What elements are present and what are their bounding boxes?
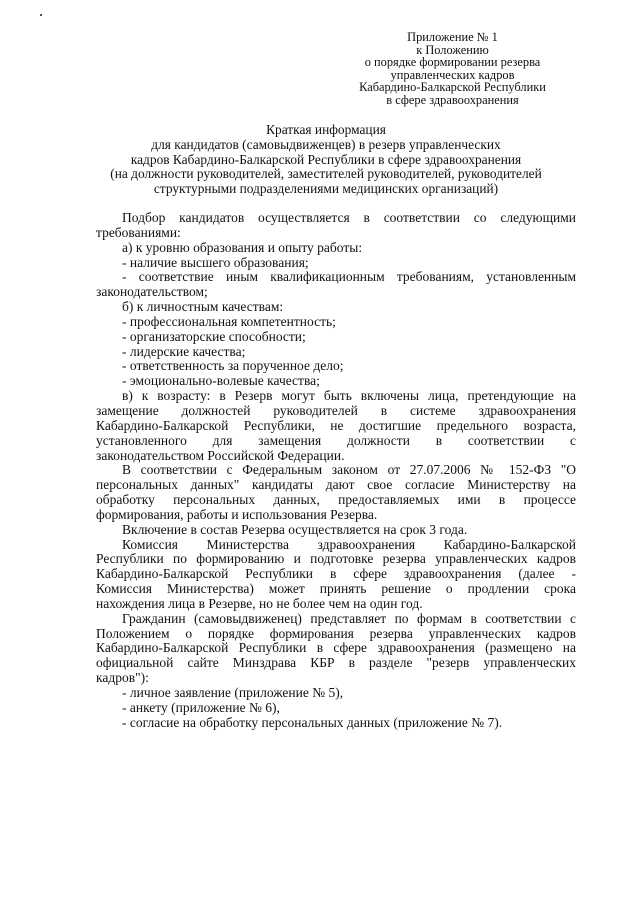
annex-line: Приложение № 1 bbox=[407, 30, 498, 44]
body-line: Кабардино-Балкарской Республики в сфере здравоохранения (размещено на bbox=[96, 640, 576, 656]
body-line: - соответствие иным квалификационным требованиям, установленным bbox=[122, 269, 576, 285]
document-body bbox=[96, 211, 576, 731]
annex-line: Кабардино-Балкарской Республики bbox=[359, 80, 546, 95]
body-line: В соответствии с Федеральным законом от 27.07.2006 № 152-ФЗ "О bbox=[122, 462, 576, 478]
title-line: Краткая информация bbox=[266, 122, 386, 137]
body-line: нахождения лица в Резерве, но не более чем на один год. bbox=[96, 595, 423, 611]
body-line: - личное заявление (приложение № 5), bbox=[122, 685, 344, 700]
title-line: структурными подразделениями медицинских организаций) bbox=[153, 181, 499, 197]
body-line: - профессиональная компетентность; bbox=[122, 313, 336, 329]
body-line: - анкету (приложение № 6), bbox=[122, 699, 280, 715]
body-line: Положением о порядке формирования резерва управленческих кадров bbox=[96, 625, 576, 641]
body-line: Комиссия Министерства здравоохранения Кабардино-Балкарской bbox=[122, 536, 576, 552]
body-line: официальной сайте Минздрава КБР в разделе "резерв управленческих bbox=[96, 655, 576, 671]
body-line: Кабардино-Балкарской Республики в сфере здравоохранения (далее - bbox=[96, 566, 576, 582]
body-line: - организаторские способности; bbox=[122, 328, 306, 344]
body-line: - наличие высшего образования; bbox=[122, 254, 309, 270]
title-line: для кандидатов (самовыдвиженцев) в резерв управленческих bbox=[151, 136, 501, 152]
body-line: Комиссия Министерства) может принять решение о продлении срока bbox=[96, 581, 576, 597]
body-line: замещение должностей руководителей в системе здравоохранения bbox=[96, 402, 576, 418]
annex-header bbox=[330, 31, 575, 107]
body-line: установленного для замещения должности в соответствии с bbox=[96, 432, 576, 448]
body-line: законодательством Российской Федерации. bbox=[96, 447, 345, 463]
body-line: Подбор кандидатов осуществляется в соответствии со следующими bbox=[122, 210, 576, 225]
body-line: - ответственность за порученное дело; bbox=[122, 358, 344, 374]
body-line: Гражданин (самовыдвиженец) представляет по формам в соответствии с bbox=[122, 610, 576, 626]
body-line: б) к личностным качествам: bbox=[122, 299, 284, 315]
body-line: законодательством; bbox=[96, 284, 208, 300]
body-line: а) к уровню образования и опыту работы: bbox=[122, 239, 363, 255]
body-line: формирования, работы и использования Резерва. bbox=[96, 506, 378, 522]
scan-speck bbox=[40, 14, 42, 16]
body-line: требованиями: bbox=[96, 224, 181, 240]
title-line: (на должности руководителей, заместителей руководителей, руководителей bbox=[110, 166, 542, 182]
body-line: персональных данных" кандидаты дают свое согласие Министерству на bbox=[96, 477, 576, 493]
body-line: Включение в состав Резерва осуществляется на срок 3 года. bbox=[122, 521, 468, 537]
title-line: кадров Кабардино-Балкарской Республики в сфере здравоохранения bbox=[130, 151, 522, 167]
annex-line: в сфере здравоохранения bbox=[386, 92, 519, 107]
annex-line: к Положению bbox=[416, 42, 489, 57]
document-title bbox=[40, 123, 612, 197]
annex-line: о порядке формировании резерва bbox=[364, 55, 541, 70]
body-line: - согласие на обработку персональных данных (приложение № 7). bbox=[122, 714, 503, 730]
body-line: Республики по формированию и подготовке резерва управленческих кадров bbox=[96, 551, 576, 567]
body-line: - эмоционально-волевые качества; bbox=[122, 373, 320, 389]
body-line: кадров"): bbox=[96, 670, 149, 686]
body-line: обработку персональных данных, предоставляемых ими в процессе bbox=[96, 492, 576, 508]
body-line: - лидерские качества; bbox=[122, 343, 246, 359]
annex-line: управленческих кадров bbox=[390, 67, 515, 82]
body-line: Кабардино-Балкарской Республики, не достигшие предельного возраста, bbox=[96, 417, 576, 433]
body-line: в) к возрасту: в Резерв могут быть включены лица, претендующие на bbox=[122, 388, 576, 404]
